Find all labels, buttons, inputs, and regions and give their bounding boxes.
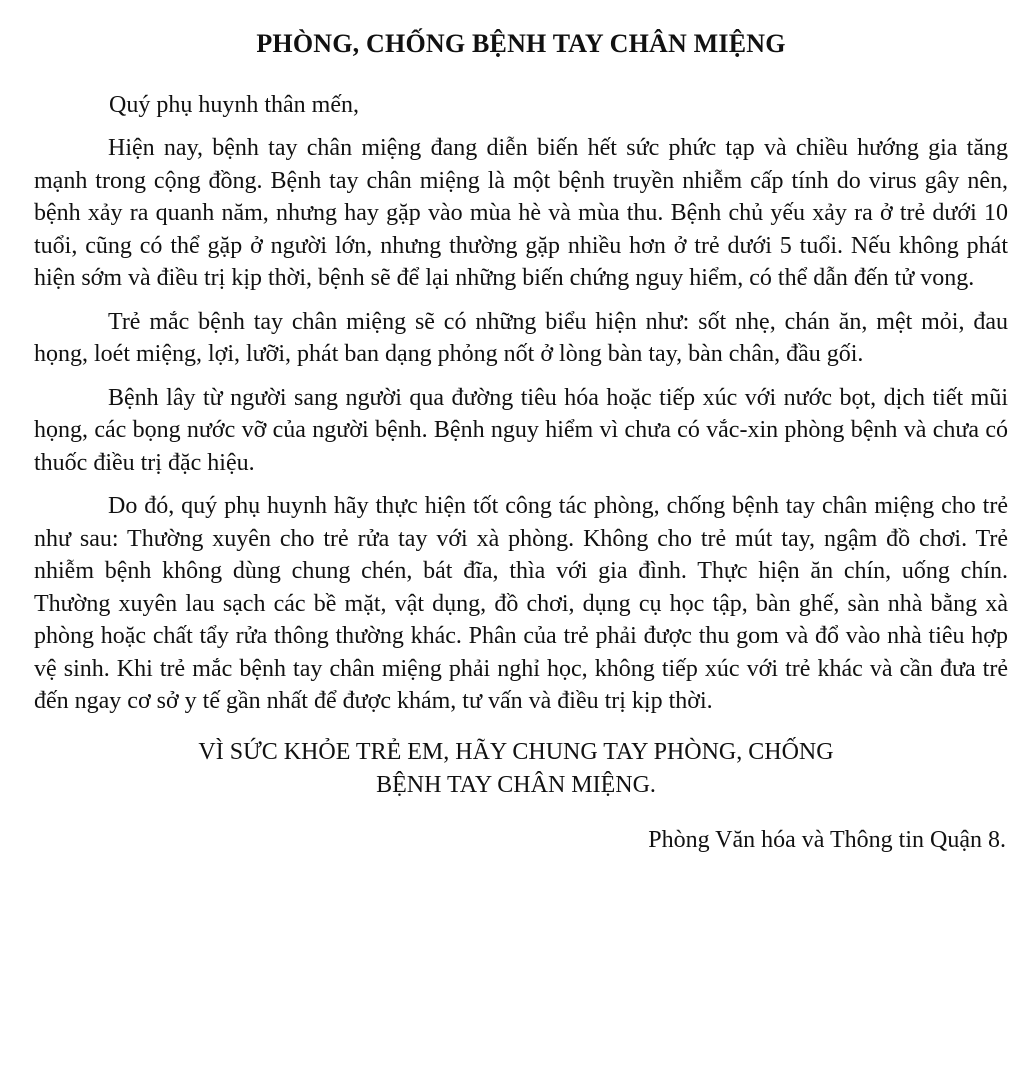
- paragraph-symptoms: Trẻ mắc bệnh tay chân miệng sẽ có những biểu hiện như: sốt nhẹ, chán ăn, mệt mỏi, đau họng, loét miệng, lợi, lưỡi, phát ban dạng phỏng nốt ở lòng bàn tay, bàn chân, đầu gối.: [34, 308, 1008, 368]
- paragraph-overview: Hiện nay, bệnh tay chân miệng đang diễn biến hết sức phức tạp và chiều hướng gia tăng mạnh trong cộng đồng. Bệnh tay chân miệng là một bệnh truyền nhiễm cấp tính do virus gây nên, bệnh xảy ra quanh năm, nhưng hay gặp vào mùa hè và mùa thu. Bệnh chủ yếu xảy ra ở trẻ dưới 10 tuổi, cũng có thể gặp ở người lớn, nhưng thường gặp nhiều hơn ở trẻ dưới 5 tuổi. Nếu không phát hiện sớm và điều trị kịp thời, bệnh sẽ để lại những biến chứng nguy hiểm, có thể dẫn đến tử vong.: [34, 135, 1008, 292]
- slogan: [34, 736, 1008, 802]
- document-title: PHÒNG, CHỐNG BỆNH TAY CHÂN MIỆNG: [256, 29, 786, 58]
- paragraph-transmission: Bệnh lây từ người sang người qua đường tiêu hóa hoặc tiếp xúc với nước bọt, dịch tiết mũi họng, các bọng nước vỡ của người bệnh. Bệnh nguy hiểm vì chưa có vắc-xin phòng bệnh và chưa có thuốc điều trị đặc hiệu.: [34, 384, 1008, 476]
- signature: Phòng Văn hóa và Thông tin Quận 8.: [648, 826, 1006, 853]
- paragraph-prevention: Do đó, quý phụ huynh hãy thực hiện tốt công tác phòng, chống bệnh tay chân miệng cho trẻ như sau: Thường xuyên cho trẻ rửa tay với xà phòng. Không cho trẻ mút tay, ngậm đồ chơi. Trẻ nhiễm bệnh không dùng chung chén, bát đĩa, thìa với gia đình. Thực hiện ăn chín, uống chín. Thường xuyên lau sạch các bề mặt, vật dụng, đồ chơi, dụng cụ học tập, bàn ghế, sàn nhà bằng xà phòng hoặc chất tẩy rửa thông thường khác. Phân của trẻ phải được thu gom và đổ vào nhà tiêu hợp vệ sinh. Khi trẻ mắc bệnh tay chân miệng phải nghỉ học, không tiếp xúc với trẻ khác và cần đưa trẻ đến ngay cơ sở y tế gần nhất để được khám, tư vấn và điều trị kịp thời.: [34, 493, 1008, 715]
- salutation: Quý phụ huynh thân mến,: [109, 92, 359, 119]
- slogan-line-1: VÌ SỨC KHỎE TRẺ EM, HÃY CHUNG TAY PHÒNG, CHỐNG: [198, 738, 834, 765]
- slogan-line-2: BỆNH TAY CHÂN MIỆNG.: [376, 771, 656, 798]
